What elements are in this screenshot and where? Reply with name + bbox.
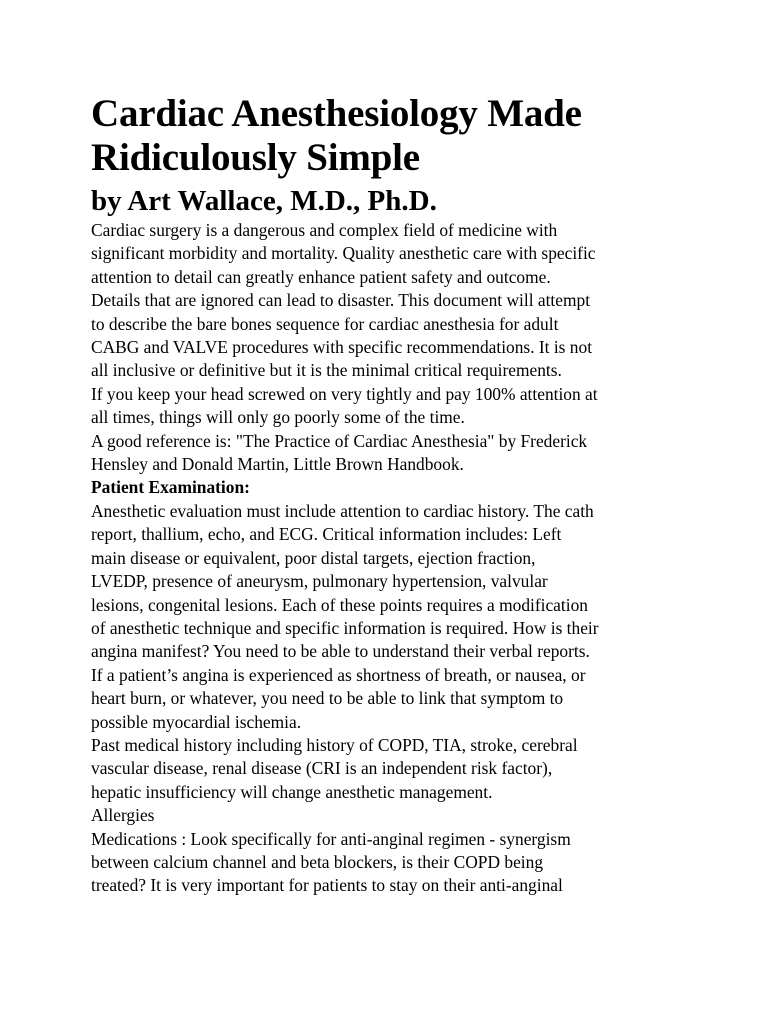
text-line: report, thallium, echo, and ECG. Critical information includes: Left: [91, 524, 562, 545]
text-line: If a patient’s angina is experienced as shortness of breath, or nausea, or: [91, 664, 586, 685]
text-line: main disease or equivalent, poor distal targets, ejection fraction,: [91, 547, 536, 568]
text-line: heart burn, or whatever, you need to be able to link that symptom to: [91, 688, 564, 709]
text-line: attention to detail can greatly enhance patient safety and outcome.: [91, 266, 551, 287]
text-line: treated? It is very important for patients to stay on their anti-anginal: [91, 875, 563, 896]
text-line: to describe the bare bones sequence for cardiac anesthesia for adult: [91, 313, 559, 334]
text-line: angina manifest? You need to be able to understand their verbal reports.: [91, 641, 590, 662]
text-line: hepatic insufficiency will change anesthetic management.: [91, 781, 493, 802]
head-note-paragraph: [91, 383, 691, 430]
text-line: all times, things will only go poorly some of the time.: [91, 407, 465, 428]
intro-paragraph: [91, 219, 691, 383]
text-line: possible myocardial ischemia.: [91, 711, 302, 732]
text-line: Hensley and Donald Martin, Little Brown Handbook.: [91, 454, 464, 475]
history-paragraph: [91, 734, 691, 804]
text-line: lesions, congenital lesions. Each of these points requires a modification: [91, 594, 588, 615]
text-line: Details that are ignored can lead to disaster. This document will attempt: [91, 290, 591, 311]
reference-paragraph: [91, 430, 691, 477]
document-content: [91, 92, 691, 898]
text-line: LVEDP, presence of aneurysm, pulmonary hypertension, valvular: [91, 571, 548, 592]
section-heading: Patient Examination:: [91, 477, 250, 498]
allergies-paragraph: [91, 804, 691, 827]
text-line: of anesthetic technique and specific information is required. How is their: [91, 617, 599, 638]
title-line: Cardiac Anesthesiology Made: [91, 92, 582, 135]
text-line: Anesthetic evaluation must include attention to cardiac history. The cath: [91, 500, 594, 521]
text-line: A good reference is: "The Practice of Cardiac Anesthesia" by Frederick: [91, 430, 588, 451]
document-title: [91, 92, 691, 180]
text-line: Past medical history including history of COPD, TIA, stroke, cerebral: [91, 734, 578, 755]
medications-paragraph: [91, 828, 691, 898]
text-line: If you keep your head screwed on very tightly and pay 100% attention at: [91, 383, 598, 404]
document-byline: by Art Wallace, M.D., Ph.D.: [91, 185, 437, 217]
text-line: between calcium channel and beta blockers, is their COPD being: [91, 851, 544, 872]
text-line: CABG and VALVE procedures with specific recommendations. It is not: [91, 337, 593, 358]
text-line: vascular disease, renal disease (CRI is an independent risk factor),: [91, 758, 553, 779]
text-line: Cardiac surgery is a dangerous and complex field of medicine with: [91, 220, 558, 240]
evaluation-paragraph: [91, 500, 691, 734]
text-line: Medications : Look specifically for anti-anginal regimen - synergism: [91, 828, 571, 849]
text-line: all inclusive or definitive but it is the minimal critical requirements.: [91, 360, 562, 381]
title-line: Ridiculously Simple: [91, 136, 420, 179]
text-line: Allergies: [91, 805, 155, 826]
text-line: significant morbidity and mortality. Quality anesthetic care with specific: [91, 243, 596, 264]
